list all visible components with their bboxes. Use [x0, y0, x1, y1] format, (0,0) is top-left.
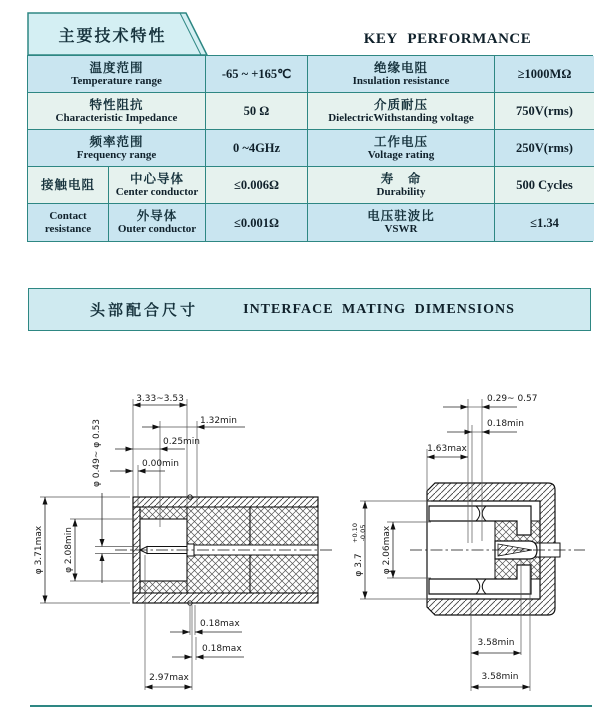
- section-divider: [30, 705, 592, 707]
- dim-label: 0.18max: [202, 644, 242, 654]
- value: ≤0.001Ω: [234, 215, 279, 230]
- table-cell: [28, 204, 109, 241]
- table-cell: [308, 93, 495, 130]
- dim-label: φ 3.71max: [34, 525, 44, 575]
- jack-interface-drawing: [345, 385, 610, 710]
- table-cell: [308, 204, 495, 241]
- dim-label: 2.97max: [149, 673, 189, 683]
- value: 0 ~4GHz: [232, 141, 281, 155]
- value: 500 Cycles: [516, 178, 573, 192]
- dim-label: 0.18min: [487, 419, 525, 429]
- dim-label: 1.63max: [427, 444, 467, 454]
- label-en: Frequency range: [76, 148, 157, 161]
- dim-label: 3.58min: [481, 672, 519, 682]
- label-cn: 外导体: [136, 208, 178, 224]
- table-cell: [495, 93, 594, 130]
- label-en: VSWR: [384, 223, 418, 236]
- dim-label: φ 2.08min: [64, 527, 74, 573]
- label-cn: 中心导体: [129, 170, 184, 186]
- value: 250V(rms): [516, 141, 573, 155]
- table-cell: [109, 204, 206, 241]
- table-cell: [495, 204, 594, 241]
- table-cell: [495, 130, 594, 167]
- label-cn: 介质耐压: [373, 96, 428, 112]
- table-cell: [206, 93, 308, 130]
- table-cell: [28, 167, 109, 204]
- table-heading: KEY PERFORMANCE: [363, 31, 532, 47]
- section-title-cn: 头部配合尺寸: [89, 301, 198, 319]
- section-header: [28, 288, 591, 331]
- table-cell: [28, 93, 206, 130]
- plug-interface-drawing: [30, 385, 335, 710]
- value: -65 ~ +165℃: [221, 67, 292, 81]
- value: 50 Ω: [243, 104, 270, 118]
- dim-label: φ 2.06max: [382, 525, 392, 575]
- dim-label: 3.58min: [477, 638, 515, 648]
- value: ≤1.34: [530, 215, 559, 230]
- dim-label: φ 0.49~ φ 0.53: [92, 418, 102, 488]
- label-cn: 频率范围: [89, 133, 144, 149]
- dim-label: 0.18max: [200, 619, 240, 629]
- label-en: Outer conductor: [117, 223, 197, 236]
- tab-title: 主要技术特性: [58, 26, 167, 45]
- value: ≤0.006Ω: [234, 178, 279, 192]
- table-cell: [495, 167, 594, 204]
- dim-label: +0.10: [351, 523, 359, 543]
- label-en: Characteristic Impedance: [55, 111, 178, 124]
- label-cn: 工作电压: [373, 133, 428, 149]
- label-en: Insulation resistance: [352, 74, 450, 87]
- value: 750V(rms): [516, 104, 573, 118]
- label-en: DielectricWithstanding voltage: [328, 111, 474, 124]
- table-cell: [495, 56, 594, 93]
- label-en: Temperature range: [71, 74, 162, 87]
- table-cell: [206, 167, 308, 204]
- label-cn: 电压驻波比: [367, 208, 435, 224]
- table-cell: [109, 167, 206, 204]
- dim-label: 0.29~ 0.57: [487, 394, 538, 404]
- dim-label: 1.32min: [200, 416, 238, 426]
- label-cn: 绝缘电阻: [373, 59, 428, 75]
- table-cell: [28, 130, 206, 167]
- dim-label: 3.33~3.53: [136, 394, 184, 404]
- label-cn: 特性阻抗: [89, 96, 144, 112]
- section-title-en: INTERFACE MATING DIMENSIONS: [243, 301, 515, 317]
- dim-label: φ 3.7: [354, 553, 364, 577]
- performance-table: [27, 55, 593, 242]
- label-cn: 接触电阻: [40, 177, 95, 192]
- table-cell: [206, 130, 308, 167]
- label-cn: 寿 命: [380, 170, 422, 186]
- dim-label: 0.25min: [163, 437, 201, 447]
- table-cell: [206, 56, 308, 93]
- value: ≥1000MΩ: [517, 67, 572, 81]
- dim-label: 0.00min: [142, 459, 180, 469]
- label-en: Contact resistance: [44, 210, 92, 235]
- dim-label: -0.05: [359, 524, 367, 542]
- table-cell: [206, 204, 308, 241]
- label-en: Voltage rating: [367, 148, 435, 161]
- table-cell: [308, 130, 495, 167]
- table-cell: [308, 167, 495, 204]
- label-en: Durability: [376, 185, 426, 198]
- table-cell: [28, 56, 206, 93]
- label-en: Center conductor: [115, 185, 199, 198]
- label-cn: 温度范围: [89, 59, 144, 75]
- table-cell: [308, 56, 495, 93]
